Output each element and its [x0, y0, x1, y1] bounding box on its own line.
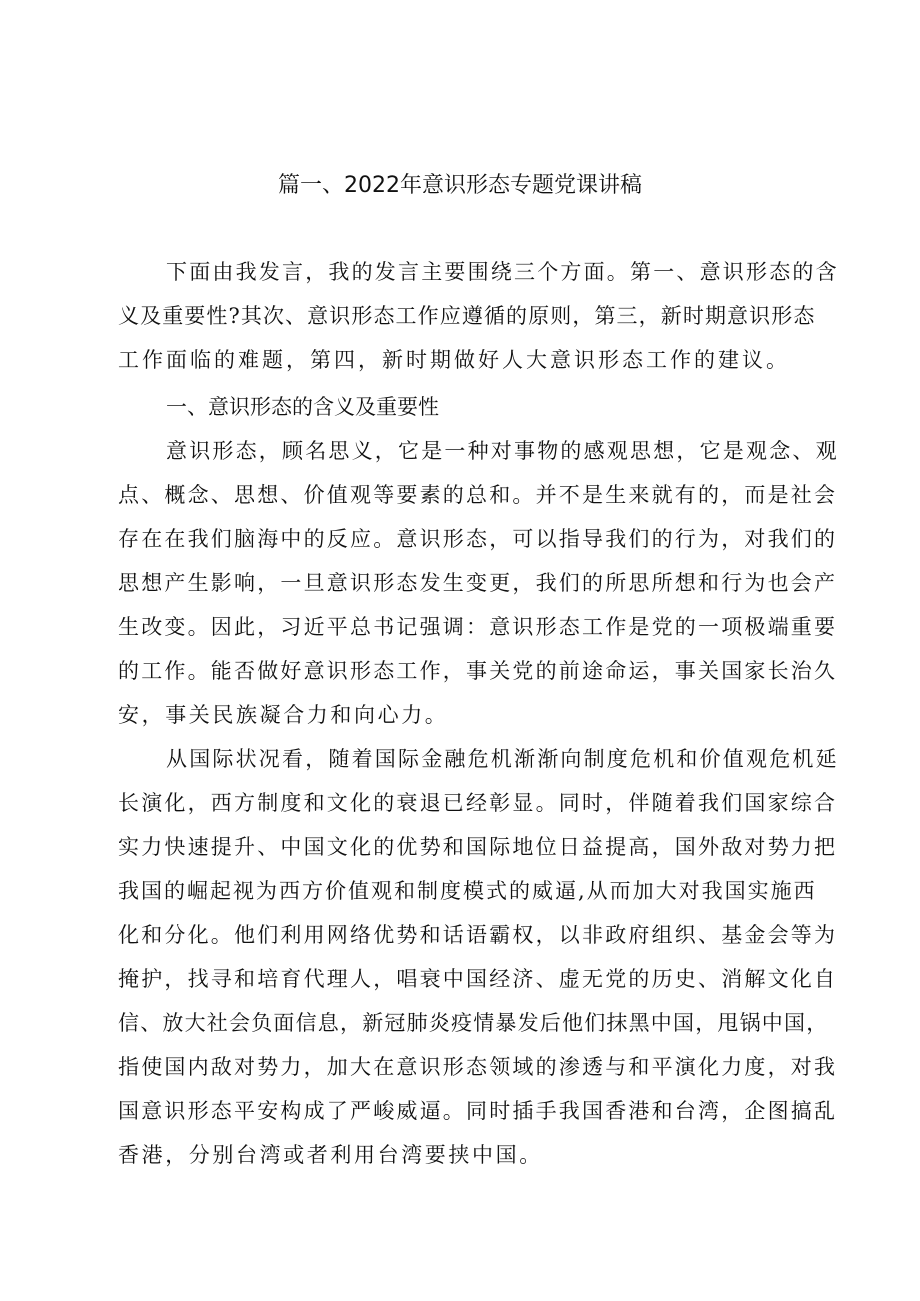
- document-title: 篇一、2022年意识形态专题党课讲稿: [278, 173, 642, 198]
- paragraph-line: 思想产生影响，一旦意识形态发生变更，我们的所思所想和行为也会产: [118, 571, 838, 595]
- paragraph-line: 长演化，西方制度和文化的衰退已经彰显。同时，伴随着我们国家综合: [118, 791, 838, 815]
- paragraph-line: 意识形态，顾名思义，它是一种对事物的感观思想，它是观念、观: [166, 439, 839, 463]
- paragraph-line: 的工作。能否做好意识形态工作，事关党的前途命运，事关国家长治久: [118, 659, 838, 683]
- paragraph-line: 安，事关民族凝合力和向心力。: [118, 703, 449, 727]
- paragraph-line: 国意识形态平安构成了严峻威逼。同时插手我国香港和台湾，企图搞乱: [118, 1099, 838, 1123]
- paragraph-line: 从国际状况看，随着国际金融危机渐渐向制度危机和价值观危机延: [166, 747, 839, 771]
- paragraph-line: 点、概念、思想、价值观等要素的总和。并不是生来就有的，而是社会: [118, 483, 838, 507]
- paragraph-line: 义及重要性?其次、意识形态工作应遵循的原则，第三，新时期意识形态: [118, 304, 816, 328]
- paragraph-line: 工作面临的难题，第四，新时期做好人大意识形态工作的建议。: [118, 348, 790, 372]
- paragraph-line: 指使国内敌对势力，加大在意识形态领域的渗透与和平演化力度，对我: [118, 1055, 838, 1079]
- paragraph-line: 存在在我们脑海中的反应。意识形态，可以指导我们的行为，对我们的: [118, 527, 838, 551]
- paragraph-line: 生改变。因此，习近平总书记强调：意识形态工作是党的一项极端重要: [118, 615, 838, 639]
- paragraph-line: 信、放大社会负面信息，新冠肺炎疫情暴发后他们抹黑中国，甩锅中国，: [118, 1011, 829, 1035]
- paragraph-line: 香港，分别台湾或者利用台湾要挟中国。: [118, 1143, 543, 1167]
- section-heading: 一、意识形态的含义及重要性: [166, 395, 439, 419]
- paragraph-line: 实力快速提升、中国文化的优势和国际地位日益提高，国外敌对势力把: [118, 835, 838, 859]
- paragraph-line: 下面由我发言，我的发言主要围绕三个方面。第一、意识形态的含: [166, 260, 839, 284]
- paragraph-line: 我国的崛起视为西方价值观和制度模式的威逼,从而加大对我国实施西: [118, 879, 817, 903]
- paragraph-line: 掩护，找寻和培育代理人，唱衰中国经济、虚无党的历史、消解文化自: [118, 967, 838, 991]
- paragraph-line: 化和分化。他们利用网络优势和话语霸权，以非政府组织、基金会等为: [118, 923, 838, 947]
